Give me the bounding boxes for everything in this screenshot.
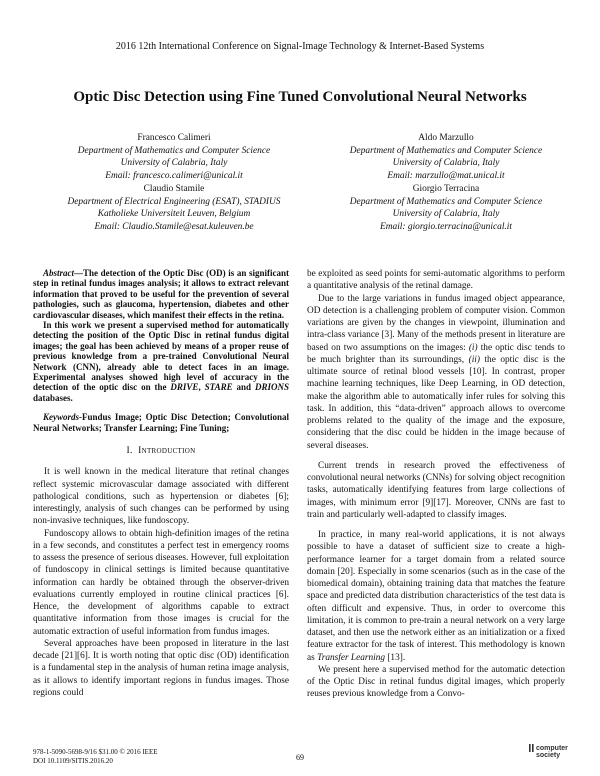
conjunction: and [232, 382, 255, 393]
author-name: Aldo Marzullo [418, 133, 474, 143]
author-block-3 [30, 183, 318, 233]
text-run: the optic disc is the ultimate source of retinal blood vessels [10]. In contrast, proper machine learning techniques, like Deep Learning, in OD detection, make the algorithm able to automatically infer rules for solving this task. In addition, this “data-driven” approach allows to overcome problems related to the quality of the image and the exposure, considering that the disc could be hidden in the image because of several diseases. [307, 354, 565, 451]
right-column [307, 268, 565, 701]
text-run: Due to the large variations in fundus imaged object appearance, OD detection is a challenging problem of computer vision. Common variations are given by the changes in viewpoint, illumination and intra-class variance [3]. Many of the methods present in literature are based on two assumptions on the images: [307, 293, 565, 353]
author-email: Email: francesco.calimeri@unical.it [105, 170, 243, 181]
abstract-label: Abstract [43, 268, 75, 278]
text-run: In practice, in many real-world applications, it is not always possible to have a dataset of sufficient size to create a high-performance learner for a target domain from a related source domain [20]. Especially in some scenarios (such as in the case of the biomedical domain), obtaining training data that matches the feature space and predicted data distribution characteristics of the test data is often difficult and expensive. Thus, in order to overcome this limitation, it is common to pre-train a neural network on a very large dataset, and then use the network either as an initialization or a fixed feature extractor for the task of interest. This methodology is known as [307, 530, 565, 663]
db-stare: STARE [204, 382, 233, 393]
author-block-2 [302, 132, 590, 182]
keywords-label: Keywords [43, 412, 79, 423]
intro-paragraph-1: It is well known in the medical literature that retinal changes reflect systemic microvascular damage associated with different pathological conditions, such as hypertension or diabetes [6]; interestingly, analysis of such changes can be performed by using non-invasive techniques, like fundoscopy. [33, 467, 289, 527]
author-university: University of Calabria, Italy [392, 209, 500, 220]
term-transfer-learning: Transfer Learning [317, 652, 386, 663]
author-email: Email: marzullo@mat.unical.it [387, 170, 505, 181]
computer-society-logo [528, 742, 576, 766]
logo-line-1: computer [536, 745, 568, 752]
footer-doi: DOI 10.1109/SITIS.2016.20 [33, 757, 113, 765]
logo-text [536, 746, 568, 759]
author-university: University of Calabria, Italy [120, 158, 228, 169]
paper-title: Optic Disc Detection using Fine Tuned Convolutional Neural Networks [73, 89, 527, 105]
paragraph-cnn-trends: Current trends in research proved the effectiveness of convolutional neural networks (CNNs) for solving object recognition tasks, automatically identifying features from large collections of images, with minimum error [9][17]. Moreover, CNNs are fast to train and particularly well-adapted to classify images. [307, 460, 565, 520]
author-dept: Department of Mathematics and Computer Science [349, 196, 543, 207]
abstract [33, 268, 289, 403]
intro-paragraph-3: Several approaches have been proposed in literature in the last decade [21][6]. It is worth noting that optic disc (OD) identification is a fundamental step in the analysis of human retina image analysis, as it allows to identify important regions in fundus images. Those regions could [33, 638, 289, 698]
text-run: the optic disc tends to be much brighter than its surroundings, [307, 342, 565, 365]
keywords [33, 412, 289, 433]
author-name: Claudio Stamile [143, 184, 205, 194]
paragraph-transfer-learning [307, 529, 565, 664]
enum-i: (i) [468, 342, 478, 353]
paragraph-continued: be exploited as seed points for semi-automatic algorithms to perform a quantitative analysis of the retinal damage. [307, 269, 565, 292]
db-drive: DRIVE [170, 382, 199, 393]
footer-isbn: 978-1-5090-5698-9/16 $31.00 © 2016 IEEE [33, 748, 158, 756]
author-dept: Department of Mathematics and Computer Science [77, 145, 271, 156]
abstract-text-1: —The detection of the Optic Disc (OD) is an significant step in retinal fundus images analysis; it allows to extract relevant information that proved to be useful for the prevention of several pathologies, such as glaucoma, hypertension, diabetes and other cardiovascular diseases, which manifest their effects in the retina. [33, 268, 289, 320]
paragraph-present-method: We present here a supervised method for the automatic detection of the Optic Disc in retinal fundus digital images, which properly reuses previous knowledge from a Convo- [307, 664, 565, 700]
author-university: University of Calabria, Italy [392, 158, 500, 169]
text-run: [13]. [385, 652, 406, 663]
author-block-4 [302, 183, 590, 233]
abstract-paragraph-2 [33, 320, 289, 403]
intro-paragraph-2: Fundoscopy allows to obtain high-definition images of the retina in a few seconds, and constitutes a perfect test in emergency rooms to assess the presence of serious diseases. However, full exploitation of fundoscopy in clinical settings is limited because quantitative information can hardly be obtained through the observer-driven evaluations currently employed in routine clinical practices [6]. Hence, the development of algorithms capable to extract quantitative information from those images is crucial for the automatic extraction of useful information from fundus images. [33, 528, 289, 637]
enum-ii: (ii) [468, 354, 480, 365]
logo-line-2: society [536, 751, 561, 759]
keywords-text: -Fundus Image; Optic Disc Detection; Convolutional Neural Networks; Transfer Learning; Fine Tuning; [33, 412, 289, 433]
section-number: I. [126, 445, 133, 457]
author-block-1 [30, 132, 318, 182]
abstract-text-end: databases. [33, 392, 73, 403]
author-email: Email: giorgio.terracina@unical.it [380, 221, 512, 232]
author-dept: Department of Mathematics and Computer Science [349, 145, 543, 156]
separator: , [198, 382, 205, 393]
left-column [33, 268, 289, 699]
author-name: Francesco Calimeri [137, 133, 211, 143]
section-title: Introduction [138, 445, 196, 457]
author-name: Giorgio Terracina [412, 184, 480, 194]
author-dept: Department of Electrical Engineering (ESAT), STADIUS [67, 196, 281, 207]
db-drions: DRIONS [254, 382, 289, 393]
abstract-paragraph-1 [33, 268, 289, 320]
conference-header: 2016 12th International Conference on Signal-Image Technology & Internet-Based Systems [115, 41, 485, 52]
section-heading [33, 445, 289, 457]
author-university: Katholieke Universiteit Leuven, Belgium [97, 209, 251, 220]
paragraph-variations [307, 293, 565, 452]
author-email: Email: Claudio.Stamile@esat.kuleuven.be [94, 221, 254, 232]
page-number: 69 [296, 753, 304, 762]
abstract-text-2: In this work we present a supervised method for automatically detecting the position of the Optic Disc in retinal fundus digital images; the goal has been achieved by means of a proper reuse of previous knowledge from a pre-trained Convolutional Neural Network (CNN), already able to detect faces in an image. Experimental analyses showed high level of accuracy in the detection of the optic disc on the [33, 320, 289, 393]
